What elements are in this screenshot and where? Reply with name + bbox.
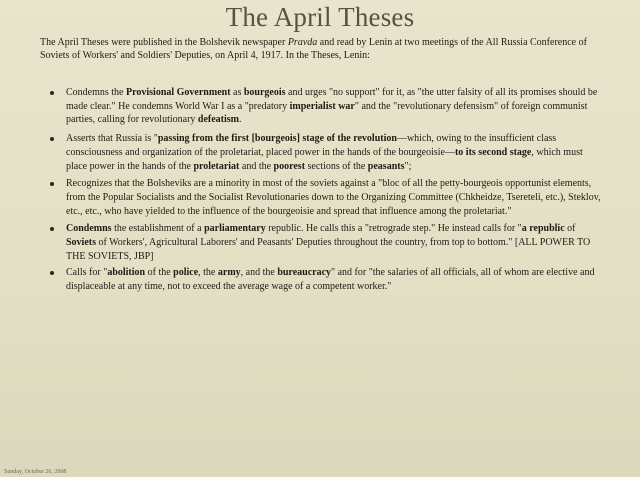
bullet-emphasis: a republic: [521, 223, 565, 235]
bullet-emphasis: police: [173, 267, 199, 279]
bullet-text: , which must place power in the hands of the: [66, 146, 583, 172]
bullet-dot-icon: [50, 137, 54, 141]
bullet-text: and urges "no support" for it, as "the utter falsity of all its promises should be made clear." He condemns World War I as a "predatory: [66, 87, 598, 112]
bullet-text: of: [564, 223, 576, 235]
bullet-text: , and the: [240, 267, 278, 279]
slide-title: The April Theses: [225, 2, 415, 32]
bullet-emphasis: bourgeois: [243, 87, 286, 98]
bullet-text: republic. He calls this a "retrograde step." He instead calls for ": [265, 223, 522, 235]
bullet-text: Recognizes that the Bolsheviks are a minority in most of the soviets against a "bloc of all the petty-bourgeois opportunist elements, from the Popular Socialists and the Socialist Revolutionaries down to the Organizing Committee (Chkheidze, Tsereteli, etc.), Steklov, etc., etc., who have yielded to the influence of the bourgeoisie and spread that influence among the proletariat.": [66, 178, 601, 217]
bullet-text: of the: [145, 267, 174, 279]
bullet-text: ";: [404, 160, 412, 172]
intro-segment: and read by Lenin at two meetings of the All Russia Conference of Soviets of Workers' and Soldiers' Deputies, on April 4, 1917. In the Theses, Lenin:: [40, 37, 587, 61]
bullet-item: [48, 177, 604, 218]
bullet-emphasis: peasants: [367, 160, 405, 172]
bullet-emphasis: proletariat: [193, 160, 240, 172]
bullet-dot-icon: [50, 182, 54, 186]
bullet-text: as: [230, 87, 244, 98]
bullet-emphasis: bureaucracy: [277, 267, 332, 279]
bullet-text: the establishment of a: [111, 223, 205, 235]
bullet-item: [48, 222, 604, 263]
bullet-emphasis: imperialist war: [289, 100, 355, 112]
bullet-text: and the: [239, 160, 274, 172]
bullet-emphasis: Soviets: [66, 237, 96, 249]
bullet-dot-icon: [50, 227, 54, 231]
bullet-item: [48, 86, 604, 127]
bullet-text: sections of the: [305, 160, 368, 172]
bullet-text: .: [239, 114, 242, 126]
bullet-dot-icon: [50, 271, 54, 275]
bullet-text: " and for "the salaries of all officials, all of whom are elective and displaceable at any time, not to exceed the average wage of a competent worker.": [66, 267, 595, 293]
bullet-list: [48, 86, 604, 295]
bullet-text: Calls for ": [66, 267, 108, 279]
bullet-emphasis: to its second stage: [454, 146, 532, 158]
bullet-text: " and the "revolutionary defensism" of foreign communist parties, calling for revolutionary: [66, 100, 588, 126]
bullet-emphasis: abolition: [107, 267, 146, 279]
intro-paragraph: [40, 36, 610, 62]
bullet-text: of Workers', Agricultural Laborers' and Peasants' Deputies throughout the country, from top to bottom." [ALL POWER TO THE SOVIETS, JBP]: [66, 237, 591, 262]
bullet-emphasis: parliamentary: [204, 223, 266, 235]
intro-segment: Pravda: [287, 37, 318, 48]
intro-segment: The April Theses were published in the Bolshevik newspaper: [40, 37, 288, 48]
slide-footer-date: Sunday, October 26, 2008: [4, 469, 67, 475]
bullet-text: Condemns the: [66, 87, 126, 98]
bullet-emphasis: poorest: [273, 160, 306, 172]
bullet-emphasis: defeatism: [197, 114, 240, 126]
bullet-dot-icon: [50, 91, 54, 95]
bullet-item: [48, 132, 604, 173]
bullet-text: Asserts that Russia is ": [66, 133, 158, 145]
bullet-emphasis: passing from the first [bourgeois] stage of the revolution: [157, 133, 397, 145]
bullet-emphasis: Condemns: [66, 223, 112, 235]
bullet-emphasis: Provisional Government: [126, 87, 231, 98]
bullet-text: —which, owing to the insufficient class consciousness and organization of the proletariat, placed power in the hands of the bourgeoisie—: [66, 133, 557, 158]
bullet-item: [48, 266, 604, 293]
bullet-emphasis: army: [217, 267, 241, 279]
bullet-text: , the: [198, 267, 218, 279]
